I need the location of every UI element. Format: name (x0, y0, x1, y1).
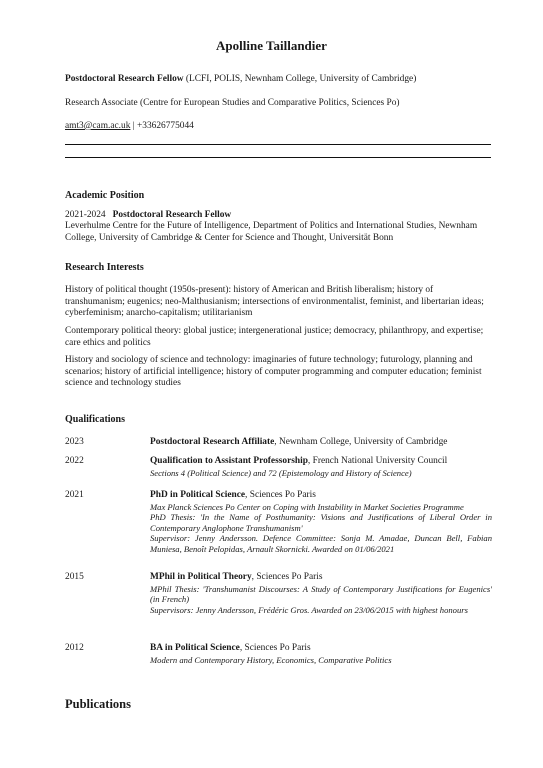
qualification-detail: Supervisor: Jenny Andersson. Defence Committee: Sonja M. Amadae, Duncan Bell, Fabian Muniesa, Benoît Pelopidas, Arnault Skornicki. Awarded on 01/06/2021 (150, 533, 492, 554)
research-interest-paragraph: Contemporary political theory: global justice; intergenerational justice; democracy, philanthropy, and expertise; care ethics and politics (65, 326, 484, 348)
email-link[interactable]: amt3@cam.ac.uk (65, 121, 131, 131)
section-heading-research-interests: Research Interests (65, 262, 144, 273)
qualification-institution: , Sciences Po Paris (239, 643, 311, 653)
qualification-title: MPhil in Political Theory (150, 572, 252, 582)
qualification-entry (150, 490, 492, 554)
qualification-detail: Supervisors: Jenny Andersson, Frédéric Gros. Awarded on 23/06/2015 with highest honours (150, 604, 468, 615)
qualification-year: 2012 (65, 643, 84, 653)
qualification-entry (150, 437, 492, 449)
qualification-detail: MPhil Thesis: 'Transhumanist Discourses: A Study of Contemporary Justifications for Eugenics' (in French) (150, 583, 492, 605)
qualification-entry (150, 456, 492, 478)
section-heading-publications: Publications (65, 697, 131, 711)
qualification-institution: , French National University Council (307, 456, 448, 466)
qualification-detail: Max Planck Sciences Po Center on Coping with Instability in Market Societies Programme (150, 501, 464, 512)
qualification-detail: PhD Thesis: 'In the Name of Posthumanity: Visions and Justifications of Liberal Order in Contemporary Anglophone Transhumanism' (150, 512, 492, 533)
qualification-title: PhD in Political Science (150, 490, 246, 500)
academic-position-title: Postdoctoral Research Fellow (112, 210, 232, 220)
header-divider-top (65, 144, 491, 145)
phone-number: +33626775044 (136, 121, 194, 131)
qualification-year: 2021 (65, 490, 84, 500)
academic-position-years: 2021-2024 (65, 210, 106, 220)
qualification-institution: , Newnham College, University of Cambridge (274, 437, 448, 447)
research-interest-paragraph: History and sociology of science and technology: imaginaries of future technology; futurology, planning and scenarios; history of artificial intelligence; history of computer programming and computer education; feminist science and technology studies (65, 355, 482, 389)
qualification-entry (150, 643, 492, 665)
qualification-institution: , Sciences Po Paris (251, 572, 323, 582)
research-associate-line: Research Associate (Centre for European Studies and Comparative Politics, Sciences Po) (65, 98, 400, 108)
qualification-year: 2022 (65, 456, 84, 466)
academic-position-detail: Leverhulme Centre for the Future of Intelligence, Department of Politics and International Studies, Newnham College, University of Cambridge & Center for Science and Thought, Universität Bonn (65, 221, 478, 243)
qualification-institution: , Sciences Po Paris (245, 490, 316, 500)
qualification-detail: Modern and Contemporary History, Economics, Comparative Politics (150, 654, 392, 665)
qualification-title: Qualification to Assistant Professorship (150, 456, 308, 466)
current-position-line (65, 73, 416, 85)
academic-position-entry (65, 209, 231, 221)
section-heading-qualifications: Qualifications (65, 414, 126, 425)
current-position-affiliation: (LCFI, POLIS, Newnham College, University of Cambridge) (183, 74, 417, 84)
qualification-year: 2023 (65, 437, 84, 447)
person-name: Apolline Taillandier (216, 38, 327, 53)
contact-line (65, 120, 194, 132)
research-interest-paragraph: History of political thought (1950s-present): history of American and British liberalism; history of transhumanism; eugenics; neo-Malthusianism; intersections of environmentalist, feminist, and libertarian ideas; cyberfeminism; anarcho-capitalism; utilitarianism (65, 285, 484, 319)
contact-separator: | (130, 121, 137, 131)
qualification-entry (150, 572, 492, 615)
qualification-title: Postdoctoral Research Affiliate (150, 437, 275, 447)
section-heading-academic-position: Academic Position (65, 190, 145, 201)
qualification-detail: Sections 4 (Political Science) and 72 (Epistemology and History of Science) (150, 467, 412, 478)
qualification-title: BA in Political Science (150, 643, 240, 653)
current-position-title: Postdoctoral Research Fellow (65, 74, 184, 84)
header-divider-bottom (65, 157, 491, 158)
qualification-year: 2015 (65, 572, 84, 582)
